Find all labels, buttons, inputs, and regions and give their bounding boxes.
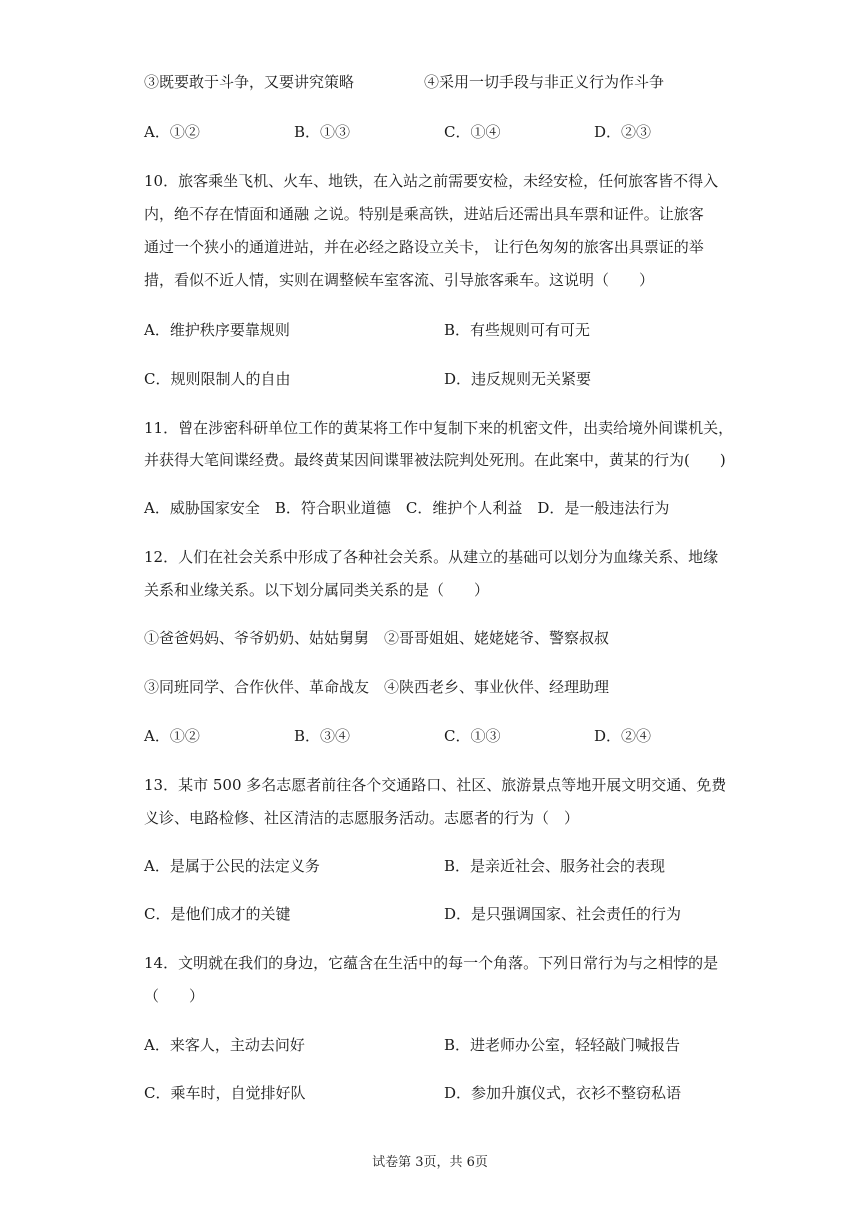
q11-line-1: 11．曾在涉密科研单位工作的黄某将工作中复制下来的机密文件，出卖给境外间谍机关， bbox=[144, 419, 734, 437]
q14-option-d: D．参加升旗仪式，衣衫不整窃私语 bbox=[444, 1084, 682, 1102]
q11-line-2: 并获得大笔间谍经费。最终黄某因间谍罪被法院判处死刑。在此案中，黄某的行为( ) bbox=[144, 451, 726, 469]
q9-statement-4: ④采用一切手段与非正义行为作斗争 bbox=[424, 73, 665, 91]
q12-line-1: 12．人们在社会关系中形成了各种社会关系。从建立的基础可以划分为血缘关系、地缘 bbox=[144, 548, 719, 566]
q10-line-3: 通过一个狭小的通道进站，并在必经之路设立关卡， 让行色匆匆的旅客出具票证的举 bbox=[144, 238, 704, 256]
q11-options: A．威胁国家安全 B．符合职业道德 C．维护个人利益 D．是一般违法行为 bbox=[144, 499, 670, 517]
q12-option-b: B．③④ bbox=[294, 727, 351, 745]
q14-option-b: B．进老师办公室，轻轻敲门喊报告 bbox=[444, 1036, 681, 1054]
q10-line-2: 内，绝不存在情面和通融 之说。特别是乘高铁，进站后还需出具车票和证件。让旅客 bbox=[144, 205, 704, 223]
q14-line-2: （ ） bbox=[144, 987, 205, 1005]
q13-option-c: C．是他们成才的关键 bbox=[144, 905, 291, 923]
q10-option-d: D．违反规则无关紧要 bbox=[444, 370, 592, 388]
q12-line-2: 关系和业缘关系。以下划分属同类关系的是（ ） bbox=[144, 581, 490, 599]
q10-option-b: B．有些规则可有可无 bbox=[444, 321, 591, 339]
q12-option-c: C．①③ bbox=[444, 727, 501, 745]
page-footer: 试卷第 3页，共 6页 bbox=[372, 1155, 488, 1170]
q9-option-d: D．②③ bbox=[594, 123, 652, 141]
q13-line-1: 13．某市 500 多名志愿者前往各个交通路口、社区、旅游景点等地开展文明交通、免费 bbox=[144, 776, 727, 794]
q14-option-a: A．来客人，主动去问好 bbox=[144, 1036, 305, 1054]
q13-line-2: 义诊、电路检修、社区清洁的志愿服务活动。志愿者的行为（ ） bbox=[144, 809, 580, 827]
q13-option-b: B．是亲近社会、服务社会的表现 bbox=[444, 857, 666, 875]
q14-option-c: C．乘车时，自觉排好队 bbox=[144, 1084, 306, 1102]
q10-option-a: A．维护秩序要靠规则 bbox=[144, 321, 290, 339]
q10-line-1: 10．旅客乘坐飞机、火车、地铁，在入站之前需要安检，未经安检，任何旅客皆不得入 bbox=[144, 172, 719, 190]
q13-option-d: D．是只强调国家、社会责任的行为 bbox=[444, 905, 682, 923]
q12-option-d: D．②④ bbox=[594, 727, 652, 745]
q9-option-c: C．①④ bbox=[444, 123, 501, 141]
q12-option-a: A．①② bbox=[144, 727, 200, 745]
q10-option-c: C．规则限制人的自由 bbox=[144, 370, 291, 388]
q12-statements-1-2: ①爸爸妈妈、爷爷奶奶、姑姑舅舅 ②哥哥姐姐、姥姥姥爷、警察叔叔 bbox=[144, 629, 610, 647]
q12-statements-3-4: ③同班同学、合作伙伴、革命战友 ④陕西老乡、事业伙伴、经理助理 bbox=[144, 678, 610, 696]
q14-line-1: 14．文明就在我们的身边，它蕴含在生活中的每一个角落。下列日常行为与之相悖的是 bbox=[144, 954, 719, 972]
q10-line-4: 措，看似不近人情，实则在调整候车室客流、引导旅客乘车。这说明（ ） bbox=[144, 271, 655, 289]
q9-option-a: A．①② bbox=[144, 123, 200, 141]
q9-statement-3: ③既要敢于斗争，又要讲究策略 bbox=[144, 73, 355, 91]
q13-option-a: A．是属于公民的法定义务 bbox=[144, 857, 320, 875]
q9-option-b: B．①③ bbox=[294, 123, 351, 141]
